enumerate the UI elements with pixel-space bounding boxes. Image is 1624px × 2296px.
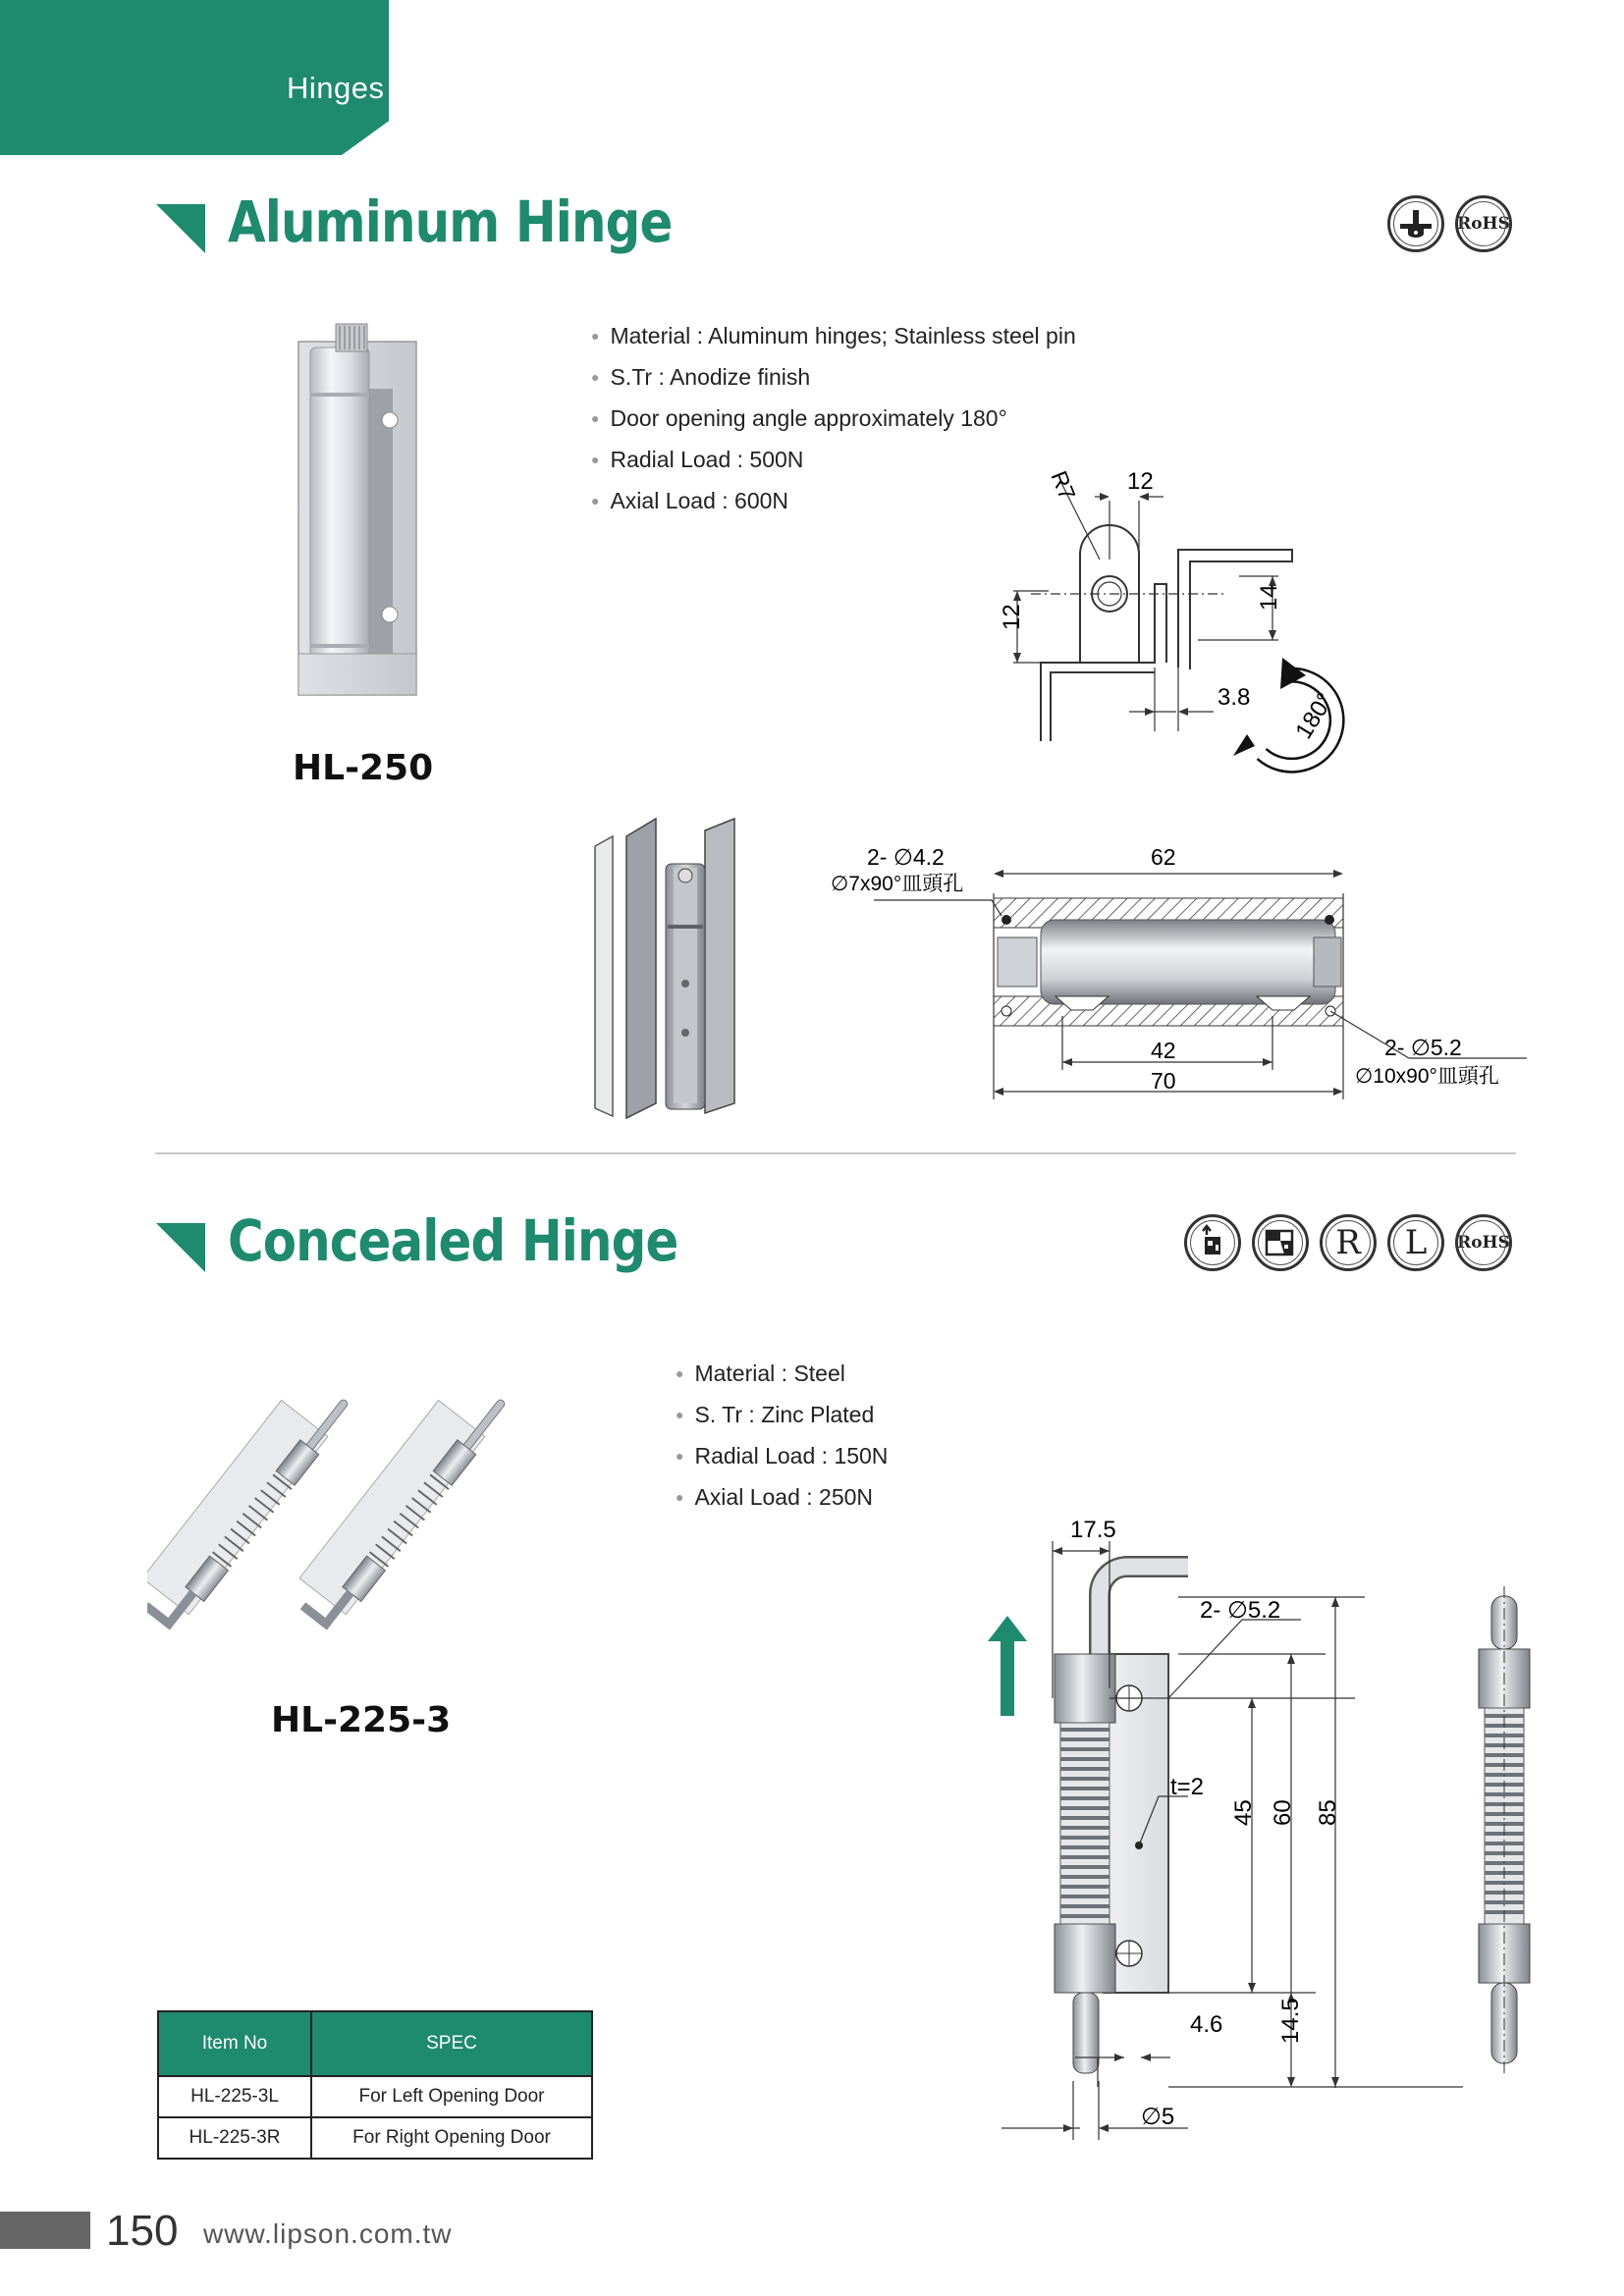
table-header-spec: SPEC (311, 2011, 592, 2076)
section-marker-icon (156, 1223, 205, 1272)
concealed-title: Concealed Hinge (228, 1207, 678, 1274)
dim-60: 60 (1270, 1799, 1296, 1826)
dim-4-6: 4.6 (1190, 2011, 1223, 2038)
dim-180-angle: 180° (1290, 688, 1339, 744)
spec-item: ● Axial Load : 250N (676, 1478, 888, 1520)
panel-mount-icon (1387, 195, 1444, 252)
dim-85: 85 (1315, 1799, 1341, 1826)
hole-spec-2a: 2- ∅5.2 (1384, 1035, 1462, 1060)
dim-r7: R7 (1046, 467, 1081, 505)
table-cell-item: HL-225-3L (158, 2076, 311, 2117)
hl-225-3-model: HL-225-3 (271, 1700, 452, 1740)
dim-62: 62 (1151, 844, 1176, 870)
table-cell-spec: For Right Opening Door (311, 2117, 592, 2159)
dim-14: 14 (1256, 584, 1282, 611)
concealed-spec-list (676, 1355, 888, 1520)
dim-45: 45 (1230, 1799, 1257, 1826)
aluminum-title: Aluminum Hinge (228, 188, 673, 255)
spec-item: ● Axial Load : 600N (591, 482, 1076, 523)
spec-item: ● Door opening angle approximately 180° (591, 400, 1076, 441)
panel-insert-icon (1252, 1214, 1309, 1271)
dim-3-8: 3.8 (1218, 684, 1251, 711)
dim-42: 42 (1151, 1038, 1176, 1063)
spec-item: ● Material : Aluminum hinges; Stainless steel pin (591, 317, 1076, 358)
hole-spec-2b: ∅10x90°皿頭孔 (1355, 1065, 1499, 1088)
spec-item: ● Material : Steel (676, 1355, 888, 1396)
hl-250-section-drawing (825, 839, 1532, 1104)
spec-item: ● Radial Load : 150N (676, 1437, 888, 1478)
hl-250-photo (291, 320, 428, 705)
dim-12-left: 12 (999, 604, 1025, 630)
hole-spec-1b: ∅7x90°皿頭孔 (831, 873, 964, 895)
spec-item: ● S. Tr : Zinc Plated (676, 1396, 888, 1437)
hl-250-side-drawing (982, 461, 1355, 775)
table-row (158, 2076, 592, 2117)
footer-bar (0, 2212, 90, 2249)
table-cell-spec: For Left Opening Door (311, 2076, 592, 2117)
spec-item: ● S.Tr : Anodize finish (591, 358, 1076, 400)
section-divider (155, 1152, 1516, 1154)
spec-item: ● Radial Load : 500N (591, 441, 1076, 482)
dim-14-5: 14.5 (1277, 1998, 1304, 2044)
dim-thickness: t=2 (1170, 1774, 1205, 1800)
rohs-icon: RoHS (1455, 195, 1512, 252)
dim-pin-diameter: ∅5 (1141, 2104, 1175, 2130)
rohs-icon: RoHS (1455, 1214, 1512, 1271)
section-marker-icon (156, 204, 205, 253)
table-header-item-no: Item No (158, 2011, 311, 2076)
hole-spec-1a: 2- ∅4.2 (867, 844, 945, 870)
table-cell-item: HL-225-3R (158, 2117, 311, 2159)
mounting-icon (1184, 1214, 1241, 1271)
category-label: Hinges (287, 71, 385, 105)
dim-17-5: 17.5 (1070, 1517, 1116, 1543)
hole-spec: 2- ∅5.2 (1200, 1597, 1281, 1624)
hl-250-model: HL-250 (293, 748, 434, 788)
right-hand-icon: R (1320, 1214, 1377, 1271)
dim-70: 70 (1151, 1068, 1176, 1094)
table-row (158, 2117, 592, 2159)
website-url[interactable]: www.lipson.com.tw (203, 2218, 453, 2249)
hl-225-3-photo (147, 1372, 560, 1667)
left-hand-icon: L (1387, 1214, 1444, 1271)
dim-12-top: 12 (1127, 468, 1154, 495)
hl-225-3-drawing (1001, 1502, 1571, 2150)
item-spec-table (157, 2010, 593, 2160)
hl-250-mounted-photo (587, 817, 784, 1121)
page-number: 150 (106, 2207, 179, 2255)
